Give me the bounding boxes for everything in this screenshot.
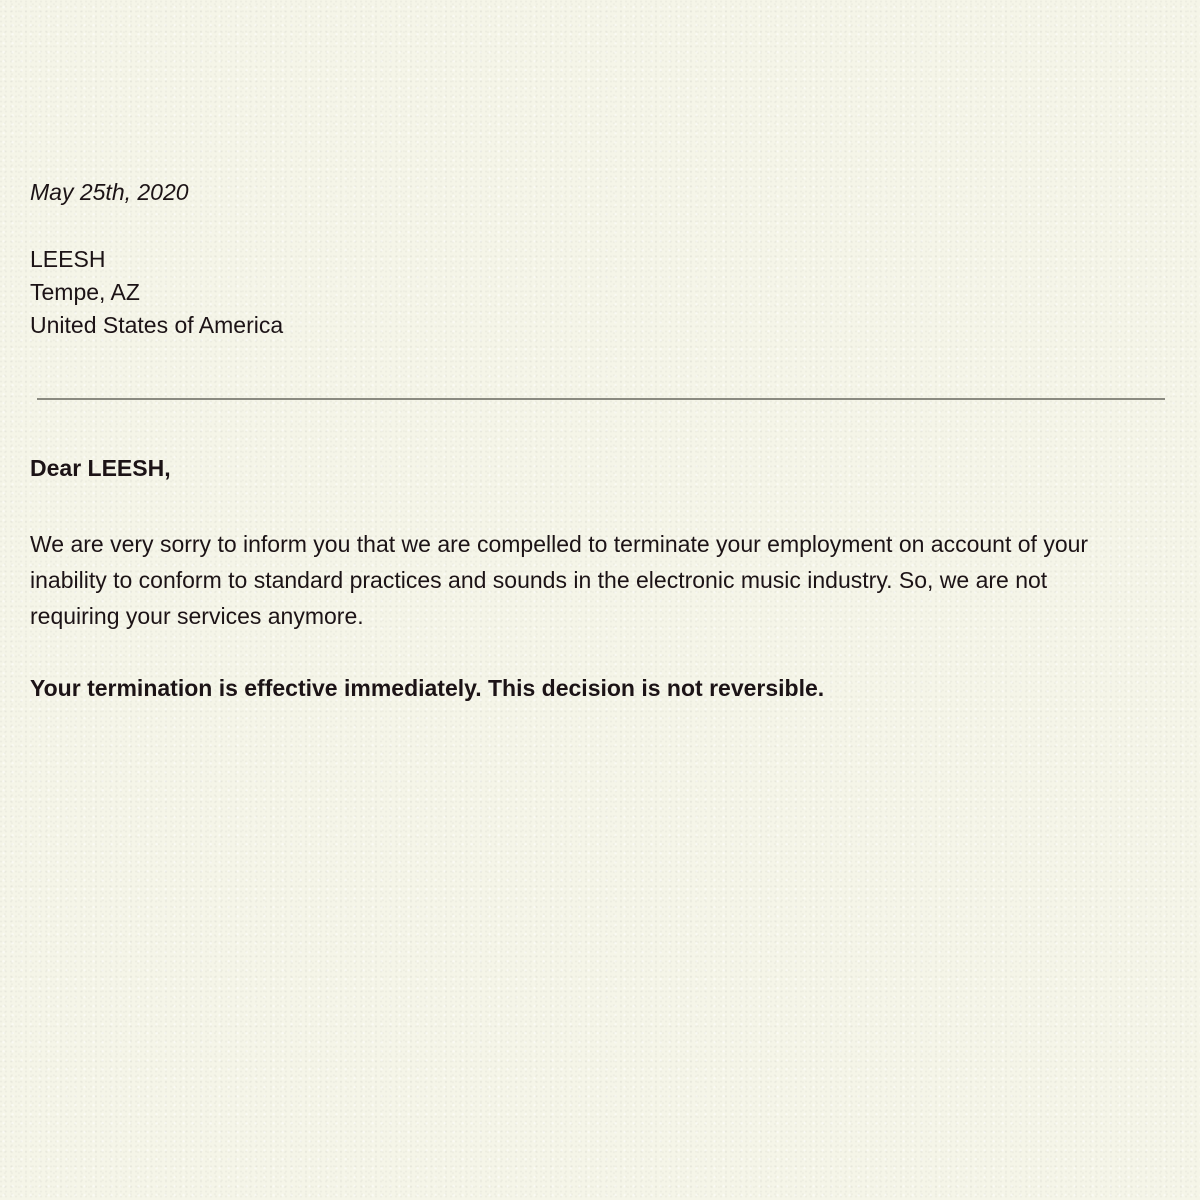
recipient-country: United States of America [30,312,284,338]
closing-statement: Your termination is effective immediately. This decision is not reversible. [30,675,825,701]
salutation: Dear LEESH, [30,455,171,481]
recipient-address [30,243,283,342]
letter-date: May 25th, 2020 [30,179,189,205]
divider [37,398,1165,400]
letter [30,0,1170,1200]
letter-body: We are very sorry to inform you that we are compelled to terminate your employment on account of your inability to conform to standard practices and sounds in the electronic music industry. So, we are not requiring your services anymore. [30,531,1089,629]
recipient-name: LEESH [30,246,106,272]
recipient-city-state: Tempe, AZ [30,279,140,305]
